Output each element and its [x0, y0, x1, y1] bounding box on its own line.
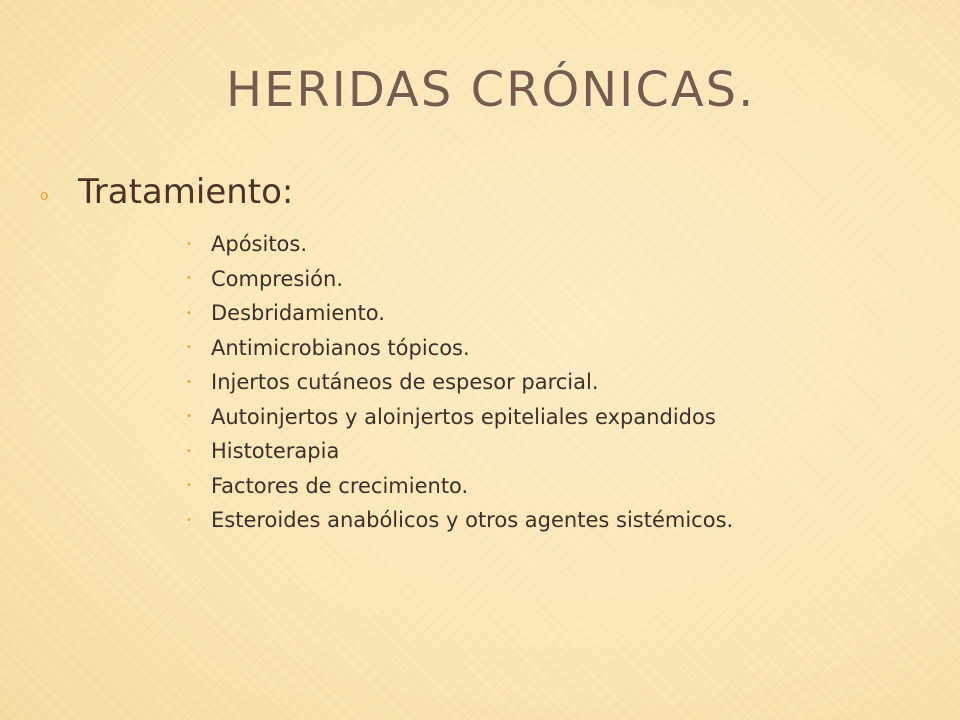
list-item	[183, 503, 733, 538]
list-item-label: Injertos cutáneos de espesor parcial.	[211, 370, 599, 395]
list-item	[183, 400, 733, 435]
slide-title: HERIDAS CRÓNICAS.	[226, 62, 756, 118]
dot-bullet-icon: •	[186, 514, 192, 526]
dot-bullet-icon: •	[186, 238, 192, 250]
dot-bullet-icon: •	[186, 376, 192, 388]
list-item-label: Autoinjertos y aloinjertos epiteliales expandidos	[211, 404, 716, 429]
list-item-label: Factores de crecimiento.	[211, 473, 469, 498]
dot-bullet-icon: •	[186, 273, 192, 285]
list-item-label: Desbridamiento.	[211, 301, 385, 326]
list-item-label: Apósitos.	[211, 232, 308, 257]
dot-bullet-icon: •	[186, 411, 192, 423]
dot-bullet-icon: •	[186, 445, 192, 457]
list-item	[183, 434, 733, 469]
dot-bullet-icon: •	[186, 307, 192, 319]
dot-bullet-icon: •	[186, 480, 192, 492]
list-item-label: Histoterapia	[211, 439, 340, 464]
list-item-label: Antimicrobianos tópicos.	[211, 335, 470, 360]
list-item	[183, 296, 733, 331]
main-bullet-point	[40, 172, 293, 212]
list-item	[183, 262, 733, 297]
main-point-label: Tratamiento:	[78, 172, 294, 212]
treatment-list	[183, 227, 733, 538]
list-item-label: Esteroides anabólicos y otros agentes sistémicos.	[211, 508, 734, 533]
hollow-circle-bullet-icon: o	[40, 188, 49, 204]
list-item	[183, 365, 733, 400]
list-item	[183, 227, 733, 262]
list-item	[183, 469, 733, 504]
list-item-label: Compresión.	[211, 266, 343, 291]
dot-bullet-icon: •	[186, 342, 192, 354]
list-item	[183, 331, 733, 366]
